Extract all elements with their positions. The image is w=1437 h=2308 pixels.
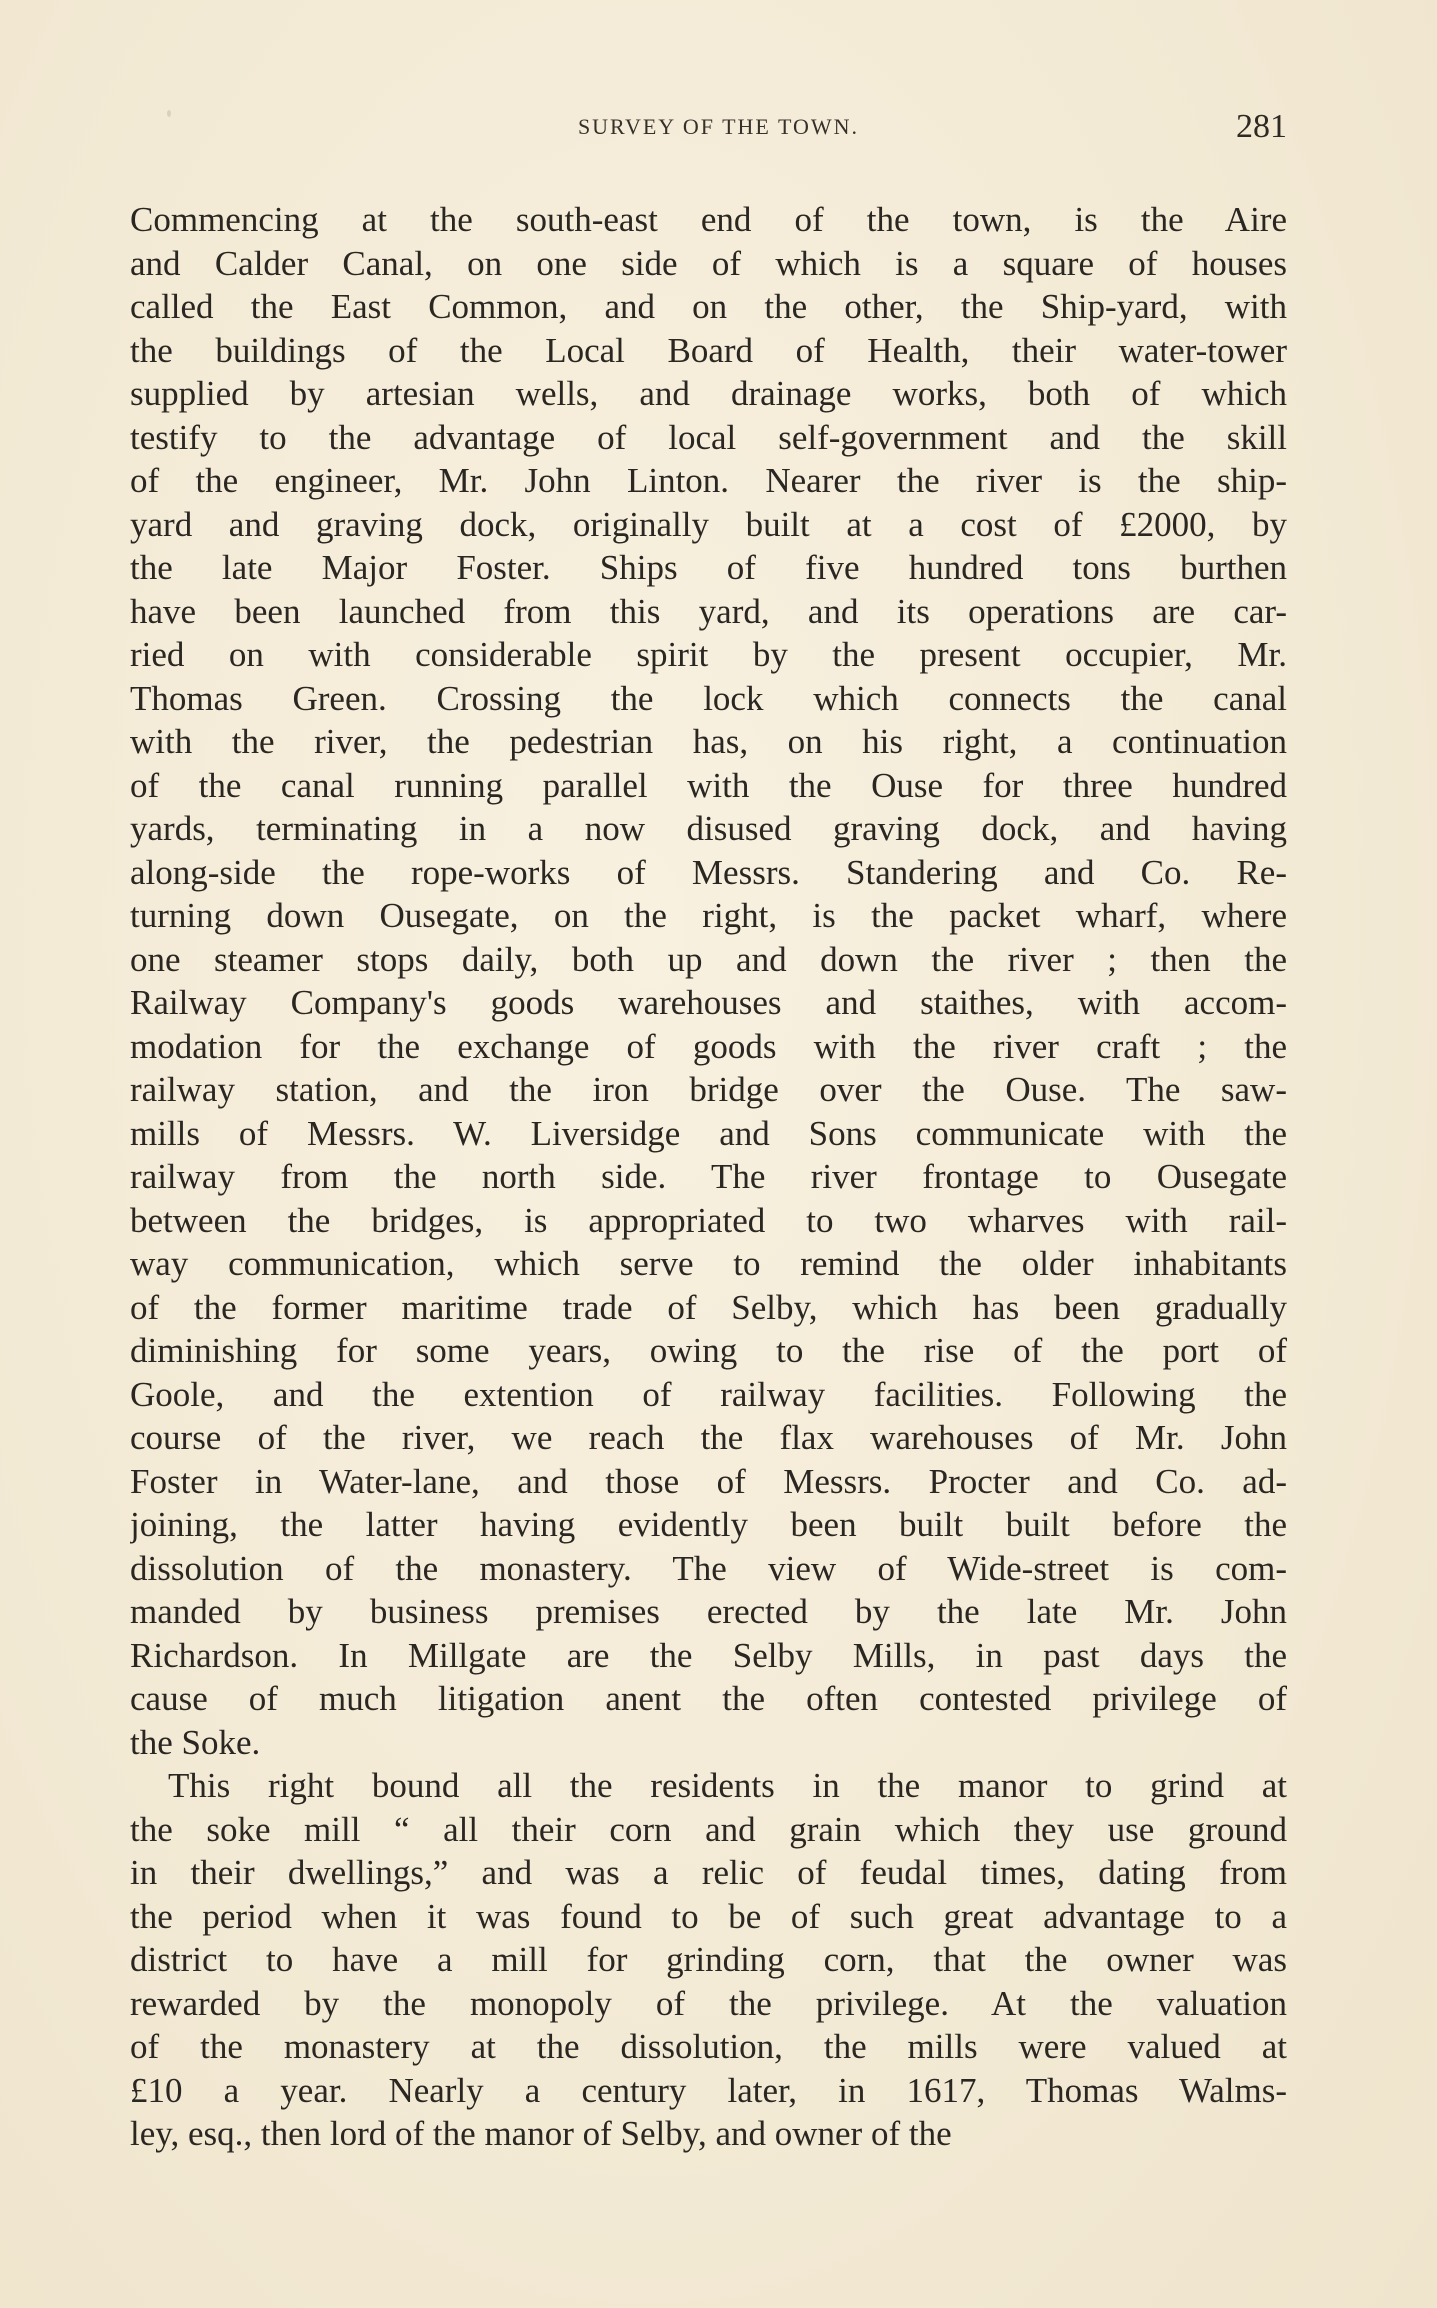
text-line: This right bound all the residents in the manor to grind at [168,1766,1287,1805]
text-line: yard and graving dock, originally built at a cost of £2000, by [130,504,1287,544]
text-line: diminishing for some years, owing to the rise of the port of [130,1331,1287,1370]
text-line: testify to the advantage of local self-government and the skill [130,417,1287,457]
text-line: have been launched from this yard, and its operations are car- [130,591,1287,631]
text-line: turning down Ousegate, on the right, is the packet wharf, where [130,896,1287,935]
text-line: Thomas Green. Crossing the lock which connects the canal [130,678,1287,718]
text-line: of the engineer, Mr. John Linton. Nearer the river is the ship- [130,461,1287,500]
text-line: Railway Company's goods warehouses and staithes, with accom- [130,983,1287,1022]
text-line: modation for the exchange of goods with the river craft ; the [130,1026,1287,1066]
text-line: of the former maritime trade of Selby, which has been gradually [130,1287,1287,1327]
text-line: £10 a year. Nearly a century later, in 1617, Thomas Walms- [130,2070,1287,2110]
paragraph [130,1764,1287,2156]
text-line: Commencing at the south-east end of the town, is the Aire [130,200,1287,239]
text-line: of the canal running parallel with the Ouse for three hundred [130,765,1287,805]
text-line: way communication, which serve to remind the older inhabitants [130,1244,1287,1283]
text-line: the buildings of the Local Board of Health, their water-tower [130,330,1287,370]
body-text [130,198,1287,2156]
text-line: along-side the rope-works of Messrs. Standering and Co. Re- [130,852,1287,892]
text-line: cause of much litigation anent the often contested privilege of [130,1679,1287,1718]
text-line: manded by business premises erected by the late Mr. John [130,1592,1287,1631]
text-line: supplied by artesian wells, and drainage works, both of which [130,374,1287,413]
text-line: the soke mill “ all their corn and grain which they use ground [130,1809,1287,1849]
text-line: joining, the latter having evidently been built built before the [130,1505,1287,1544]
text-line: the period when it was found to be of such great advantage to a [130,1896,1287,1936]
text-line: railway from the north side. The river frontage to Ousegate [130,1157,1287,1196]
text-line: with the river, the pedestrian has, on his right, a continuation [130,722,1287,761]
text-line: the Soke. [130,1722,261,1762]
text-line: called the East Common, and on the other, the Ship-yard, with [130,287,1287,326]
running-head [0,108,1437,148]
text-line: Goole, and the extention of railway facilities. Following the [130,1374,1287,1414]
text-line: rewarded by the monopoly of the privilege. At the valuation [130,1983,1287,2023]
text-line: of the monastery at the dissolution, the mills were valued at [130,2027,1287,2066]
text-line: mills of Messrs. W. Liversidge and Sons communicate with the [130,1113,1287,1153]
text-line: yards, terminating in a now disused graving dock, and having [130,809,1287,848]
text-line: railway station, and the iron bridge over the Ouse. The saw- [130,1070,1287,1109]
text-line: ley, esq., then lord of the manor of Selby, and owner of the [130,2114,952,2153]
text-line: the late Major Foster. Ships of five hundred tons burthen [130,548,1287,587]
running-title: SURVEY OF THE TOWN. [577,114,860,139]
text-line: Richardson. In Millgate are the Selby Mills, in past days the [130,1635,1287,1675]
text-line: Foster in Water-lane, and those of Messrs. Procter and Co. ad- [130,1461,1287,1501]
page-number: 281 [1236,108,1287,145]
text-line: district to have a mill for grinding corn, that the owner was [130,1940,1287,1979]
paragraph [130,198,1287,1764]
text-line: one steamer stops daily, both up and down the river ; then the [130,939,1287,979]
text-line: ried on with considerable spirit by the present occupier, Mr. [130,635,1287,674]
text-line: course of the river, we reach the flax warehouses of Mr. John [130,1418,1287,1457]
text-line: dissolution of the monastery. The view of Wide-street is com- [130,1548,1287,1588]
text-line: and Calder Canal, on one side of which is a square of houses [130,243,1287,283]
text-line: in their dwellings,” and was a relic of feudal times, dating from [130,1853,1287,1892]
text-line: between the bridges, is appropriated to two wharves with rail- [130,1200,1287,1240]
